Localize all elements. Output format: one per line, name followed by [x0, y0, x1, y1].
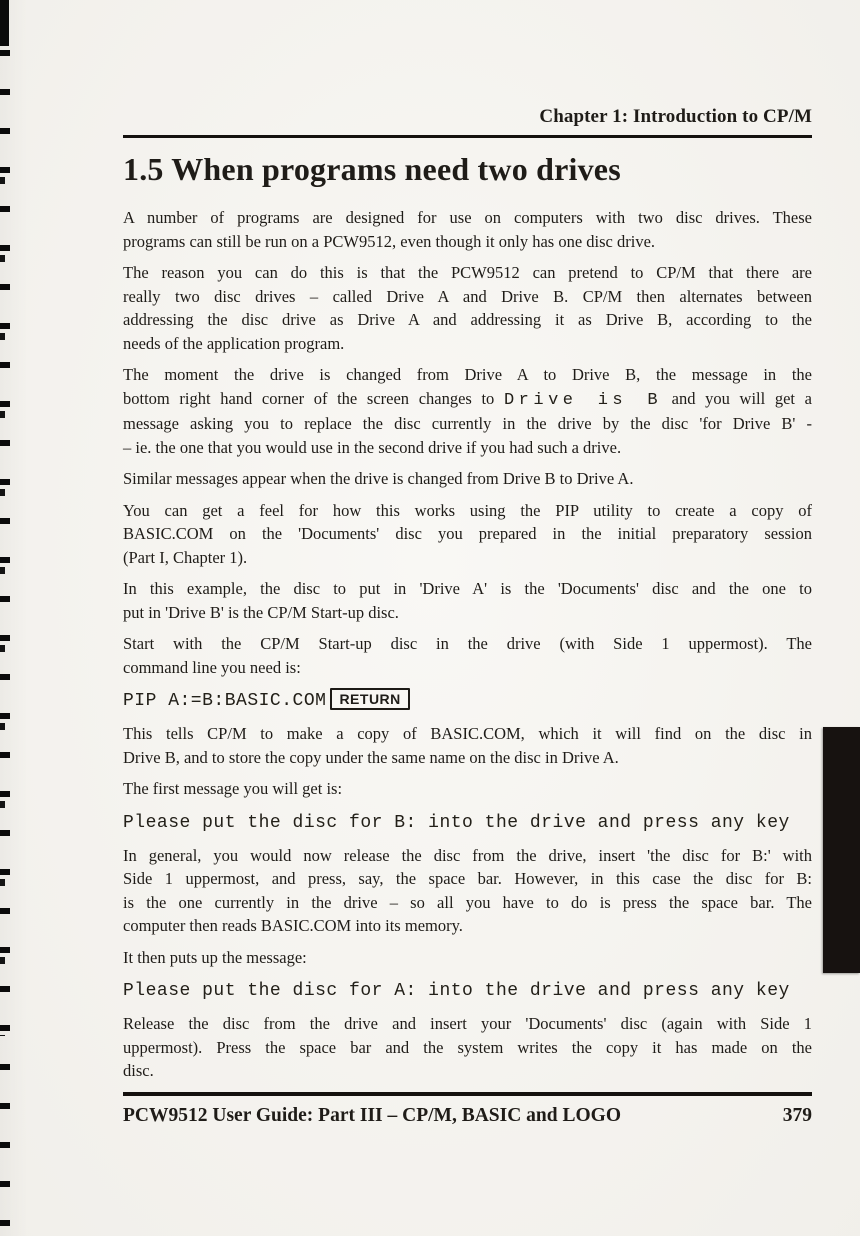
text-line: [123, 891, 812, 915]
text-line: [123, 206, 812, 230]
body-text-segment: really two disc drives – called Drive A and Drive B. CP/M then alternates between: [123, 286, 812, 306]
body-text-segment: and you will get a: [662, 388, 812, 408]
text-line: [123, 522, 812, 546]
body-text-segment: A number of programs are designed for use on computers with two disc drives. These: [123, 208, 812, 227]
body-text-segment: command line you need is:: [123, 657, 301, 677]
text-line: [123, 656, 812, 680]
text-line: [123, 601, 812, 625]
body-text-segment: BASIC.COM on the 'Documents' disc you prepared in the initial preparatory session: [123, 524, 812, 543]
text-line: [123, 844, 812, 868]
body-text-segment: This tells CP/M to make a copy of BASIC.COM, which it will find on the disc in: [123, 724, 812, 743]
body-text-segment: programs can still be run on a PCW9512, even though it only has one disc drive.: [123, 231, 656, 251]
return-keycap: RETURN: [330, 688, 409, 710]
body-text-segment: (Part I, Chapter 1).: [123, 547, 248, 567]
text-line: [123, 285, 812, 309]
text-line: [123, 412, 812, 436]
text-line: [123, 632, 812, 656]
body-text-segment: Side 1 uppermost, and press, say, the space bar. However, in this case the disc for B:: [123, 869, 812, 888]
text-line: [123, 436, 812, 460]
header-rule: [123, 135, 812, 138]
text-line: [123, 546, 812, 570]
text-line: [123, 577, 812, 601]
paragraph: [123, 1012, 812, 1083]
page-footer: [123, 1092, 812, 1128]
body-text-segment: is the one currently in the drive – so all you have to do is press the space bar. The: [123, 892, 812, 912]
body-text-segment: computer then reads BASIC.COM into its memory.: [123, 916, 463, 935]
text-line: [123, 308, 812, 332]
body-text-segment: The first message you will get is:: [123, 779, 343, 798]
mono-text-segment: Drive is B: [503, 390, 663, 410]
body-text-segment: Similar messages appear when the drive is changed from Drive B to Drive A.: [123, 469, 634, 488]
text-line: [123, 499, 812, 523]
text-line: [123, 722, 812, 746]
text-line: [123, 1036, 812, 1060]
text-line: [123, 777, 812, 801]
body-text-segment: It then puts up the message:: [123, 947, 307, 967]
body-text-segment: needs of the application program.: [123, 333, 345, 353]
body-text-segment: addressing the disc drive as Drive A and addressing it as Drive B, according to the: [123, 310, 812, 329]
thumb-index-tab: [823, 727, 860, 973]
body-text-segment: uppermost). Press the space bar and the system writes the copy it has made on the: [123, 1037, 812, 1057]
text-line: [123, 914, 812, 938]
text-line: [123, 387, 812, 413]
mono-text-segment: PIP A:=B:BASIC.COM: [123, 691, 327, 711]
paragraph: [123, 499, 812, 570]
body-content: [123, 206, 812, 1083]
page-content: [123, 106, 812, 1091]
body-text-segment: You can get a feel for how this works using the PIP utility to create a copy of: [123, 500, 812, 520]
text-line: [123, 946, 812, 970]
body-text-segment: In this example, the disc to put in 'Drive A' is the 'Documents' disc and the one to: [123, 579, 812, 598]
mono-text-segment: Please put the disc for B: into the drive and press any key: [123, 812, 790, 833]
body-text-segment: message asking you to replace the disc currently in the drive by the disc 'for Drive B' -: [123, 414, 812, 433]
code-line: [123, 977, 812, 1004]
mono-text-segment: Please put the disc for A: into the drive and press any key: [123, 981, 790, 1001]
binding-corner-mark: [0, 0, 9, 46]
section-title: 1.5 When programs need two drives: [123, 151, 621, 187]
binding-holes-strip-inner: [0, 160, 5, 1036]
body-text-segment: Drive B, and to store the copy under the same name on the disc in Drive A.: [123, 747, 619, 767]
body-text-segment: The moment the drive is changed from Drive A to Drive B, the message in the: [123, 365, 812, 384]
footer-rule: [123, 1092, 812, 1096]
code-line: [123, 809, 812, 836]
code-line: [123, 687, 812, 714]
text-line: [123, 1059, 812, 1083]
text-line: [123, 467, 812, 491]
body-text-segment: disc.: [123, 1061, 154, 1080]
body-text-segment: put in 'Drive B' is the CP/M Start-up disc.: [123, 602, 399, 622]
body-text-segment: In general, you would now release the disc from the drive, insert 'the disc for B:' with: [123, 845, 812, 865]
body-text-segment: Start with the CP/M Start-up disc in the drive (with Side 1 uppermost). The: [123, 634, 812, 653]
text-line: [123, 746, 812, 770]
paragraph: [123, 363, 812, 459]
paragraph: [123, 577, 812, 624]
body-text-segment: bottom right hand corner of the screen changes to: [123, 388, 504, 408]
page-number: 379: [782, 1105, 812, 1126]
text-line: [123, 1012, 812, 1036]
text-line: [123, 363, 812, 387]
text-line: [123, 261, 812, 285]
paragraph: [123, 844, 812, 938]
paragraph: [123, 206, 812, 253]
paragraph: [123, 722, 812, 769]
paragraph: [123, 467, 812, 491]
paragraph: [123, 632, 812, 679]
body-text-segment: The reason you can do this is that the PCW9512 can pretend to CP/M that there are: [123, 263, 812, 282]
body-text-segment: – ie. the one that you would use in the second drive if you had such a drive.: [123, 437, 622, 457]
paragraph: [123, 261, 812, 355]
paragraph: [123, 777, 812, 801]
chapter-header: Chapter 1: Introduction to CP/M: [539, 106, 812, 127]
footer-book-title: PCW9512 User Guide: Part III – CP/M, BASIC and LOGO: [123, 1105, 621, 1126]
text-line: [123, 977, 812, 1004]
text-line: [123, 332, 812, 356]
paragraph: [123, 946, 812, 970]
body-text-segment: Release the disc from the drive and insert your 'Documents' disc (again with Side 1: [123, 1014, 812, 1033]
text-line: [123, 687, 812, 714]
text-line: [123, 230, 812, 254]
text-line: [123, 809, 812, 836]
text-line: [123, 867, 812, 891]
